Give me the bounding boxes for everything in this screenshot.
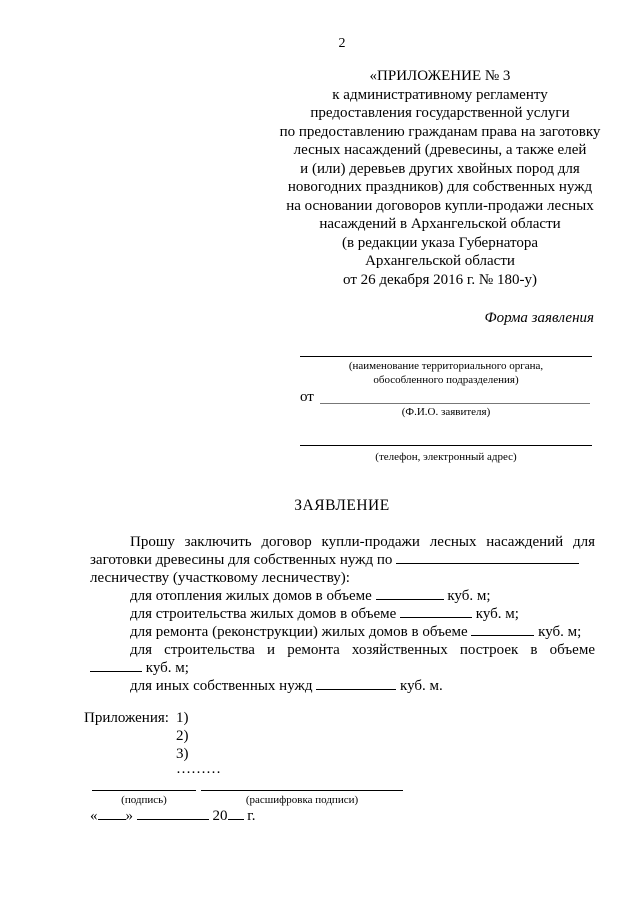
attachment-item: 1)	[176, 710, 189, 726]
appendix-line: от 26 декабря 2016 г. № 180-у)	[343, 271, 537, 288]
item-outbuildings-unit: куб. м;	[145, 660, 189, 676]
appendix-line: лесных насаждений (древесины, а также елей	[293, 142, 587, 158]
from-label: от	[300, 389, 314, 405]
forestry-blank[interactable]	[396, 551, 579, 564]
item-construction-unit: куб. м;	[475, 606, 519, 622]
heating-volume-blank[interactable]	[376, 587, 444, 600]
item-heating	[130, 587, 491, 605]
other-volume-blank[interactable]	[316, 677, 396, 690]
appendix-header	[240, 67, 640, 289]
construction-volume-blank[interactable]	[400, 605, 472, 618]
attachments-label: Приложения:	[84, 710, 169, 726]
attachment-item: 3)	[176, 746, 189, 762]
body-line-3: лесничеству (участковому лесничеству):	[90, 570, 350, 586]
item-other-unit: куб. м.	[400, 678, 443, 694]
appendix-line: к административному регламенту	[332, 86, 548, 103]
year-suffix: г.	[247, 808, 256, 824]
attachment-item: ………	[176, 761, 221, 777]
year-blank[interactable]	[228, 807, 244, 820]
signature-caption: (подпись)	[121, 794, 167, 806]
appendix-line: насаждений в Архангельской области	[319, 216, 561, 232]
signature-line[interactable]	[92, 790, 196, 791]
organ-name-caption	[300, 359, 592, 387]
item-heating-text: для отопления жилых домов в объеме	[130, 588, 372, 604]
item-heating-unit: куб. м;	[447, 588, 491, 604]
decoding-caption: (расшифровка подписи)	[245, 794, 359, 806]
repair-volume-blank[interactable]	[471, 623, 534, 636]
appendix-line: по предоставлению гражданам права на заготовку	[279, 123, 601, 140]
outbuildings-volume-blank[interactable]	[90, 659, 142, 672]
item-construction	[130, 605, 519, 623]
date-line	[90, 807, 255, 825]
organ-name-line[interactable]	[300, 356, 592, 357]
date-open-quote: «	[90, 808, 98, 824]
body-line-2	[90, 551, 595, 569]
item-other	[130, 677, 443, 695]
appendix-line: и (или) деревьев других хвойных пород для	[300, 160, 580, 177]
appendix-line: на основании договоров купли-продажи лесных	[286, 197, 594, 214]
month-blank[interactable]	[137, 807, 209, 820]
signature-decoding-line[interactable]	[201, 790, 403, 791]
day-blank[interactable]	[98, 807, 126, 820]
organ-caption-line: обособленного подразделения)	[373, 374, 519, 386]
body-line-1: Прошу заключить договор купли-продажи лесных насаждений для	[130, 534, 595, 550]
document-title: ЗАЯВЛЕНИЕ	[294, 497, 390, 514]
page-number: 2	[338, 36, 346, 51]
date-close-quote: »	[125, 808, 133, 824]
item-repair-text: для ремонта (реконструкции) жилых домов в объеме	[130, 624, 468, 640]
year-prefix: 20	[212, 808, 228, 824]
item-repair	[130, 623, 581, 641]
item-other-text: для иных собственных нужд	[130, 678, 313, 694]
appendix-line: Архангельской области	[365, 253, 515, 269]
attachment-item: 2)	[176, 728, 189, 744]
appendix-line: (в редакции указа Губернатора	[341, 234, 539, 251]
appendix-line: предоставления государственной услуги	[310, 105, 570, 121]
applicant-fio-caption: (Ф.И.О. заявителя)	[401, 406, 491, 418]
contact-line[interactable]	[300, 445, 592, 446]
appendix-line: новогодних праздников) для собственных нужд	[287, 179, 593, 195]
form-label: Форма заявления	[484, 310, 594, 326]
item-outbuildings: для строительства и ремонта хозяйственных построек в объеме	[130, 642, 595, 658]
organ-caption-line: (наименование территориального органа,	[348, 360, 544, 372]
item-outbuildings-cont	[90, 659, 189, 677]
item-construction-text: для строительства жилых домов в объеме	[130, 606, 397, 622]
contact-caption: (телефон, электронный адрес)	[375, 451, 517, 463]
applicant-fio-line[interactable]	[320, 403, 590, 404]
body-line-2-text: заготовки древесины для собственных нужд по	[90, 552, 393, 568]
appendix-line: «ПРИЛОЖЕНИЕ № 3	[369, 68, 511, 84]
item-repair-unit: куб. м;	[538, 624, 582, 640]
